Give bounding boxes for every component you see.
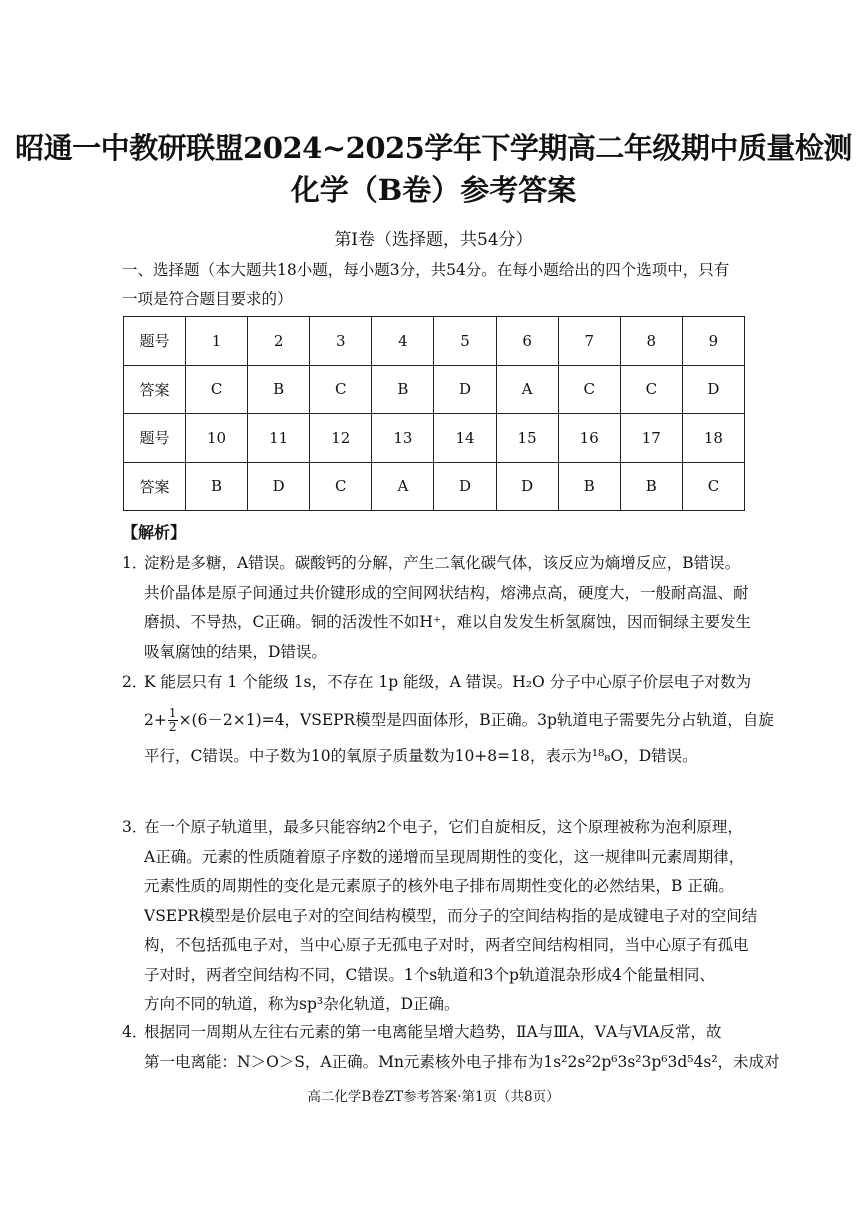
item-line: 磨损、不导热，C正确。铜的活泼性不如H⁺，难以自发发生析氢腐蚀，因而铜绿主要发生 — [144, 613, 752, 631]
table-cell: A — [372, 462, 434, 511]
item-number: 3． — [122, 818, 148, 836]
row-label-question: 题号 — [124, 414, 186, 463]
table-cell: D — [496, 462, 558, 511]
table-cell: 18 — [682, 414, 744, 463]
item-number: 2． — [122, 673, 148, 691]
table-cell: 16 — [558, 414, 620, 463]
table-cell: 3 — [310, 317, 372, 366]
item-line: 构，不包括孤电子对，当中心原子无孤电子对时，两者空间结构相同，当中心原子有孤电 — [144, 936, 749, 954]
document-title: 昭通一中教研联盟2024~2025学年下学期高二年级期中质量检测 — [15, 131, 852, 165]
table-row — [124, 414, 745, 463]
fraction-numerator: 1 — [168, 706, 177, 720]
fraction-denominator: 2 — [168, 720, 177, 734]
row-label-answer: 答案 — [124, 462, 186, 511]
table-cell: A — [496, 365, 558, 414]
table-cell: 1 — [186, 317, 248, 366]
section-title: 第Ⅰ卷（选择题，共54分） — [334, 230, 533, 250]
table-cell: 11 — [248, 414, 310, 463]
table-cell: D — [434, 462, 496, 511]
table-row — [124, 462, 745, 511]
table-cell: B — [372, 365, 434, 414]
table-row — [124, 365, 745, 414]
table-cell: B — [620, 462, 682, 511]
answer-table — [123, 316, 745, 511]
table-cell: C — [620, 365, 682, 414]
table-cell: 13 — [372, 414, 434, 463]
analysis-item-4 — [122, 1018, 780, 1077]
table-cell: 5 — [434, 317, 496, 366]
table-cell: C — [310, 365, 372, 414]
part-heading-line: 一、选择题（本大题共18小题，每小题3分，共54分。在每小题给出的四个选项中，只有 — [122, 261, 730, 279]
table-cell: 6 — [496, 317, 558, 366]
page-footer: 高二化学B卷ZT参考答案·第1页（共8页） — [307, 1089, 560, 1105]
item-line-with-fraction — [144, 698, 774, 742]
item-number: 4． — [122, 1023, 148, 1041]
table-cell: C — [186, 365, 248, 414]
row-label-question: 题号 — [124, 317, 186, 366]
table-cell: 14 — [434, 414, 496, 463]
table-cell: 7 — [558, 317, 620, 366]
table-cell: 2 — [248, 317, 310, 366]
formula-prefix: 2+ — [144, 710, 167, 729]
table-cell: C — [558, 365, 620, 414]
table-cell: 9 — [682, 317, 744, 366]
item-line: 淀粉是多糖，A错误。碳酸钙的分解，产生二氧化碳气体，该反应为熵增反应，B错误。 — [144, 554, 741, 572]
item-line: A正确。元素的性质随着原子序数的递增而呈现周期性的变化，这一规律叫元素周期律， — [144, 847, 745, 866]
table-cell: B — [248, 365, 310, 414]
part-heading-line: 一项是符合题目要求的） — [122, 290, 293, 308]
part-heading — [122, 256, 746, 314]
table-cell: 4 — [372, 317, 434, 366]
table-cell: 8 — [620, 317, 682, 366]
item-line: 元素性质的周期性的变化是元素原子的核外电子排布周期性变化的必然结果，B 正确。 — [144, 877, 734, 895]
item-number: 1． — [122, 554, 148, 572]
table-cell: B — [558, 462, 620, 511]
table-cell: D — [682, 365, 744, 414]
analysis-heading: 【解析】 — [122, 523, 187, 542]
item-line: 子对时，两者空间结构不同，C错误。1个s轨道和3个p轨道混杂形成4个能量相同、 — [144, 965, 715, 984]
table-cell: D — [248, 462, 310, 511]
formula-suffix: ×(6－2×1)=4，VSEPR模型是四面体形，B正确。3p轨道电子需要先分占轨道，自旋 — [178, 710, 774, 729]
table-cell: 15 — [496, 414, 558, 463]
row-label-answer: 答案 — [124, 365, 186, 414]
analysis-item-1 — [122, 549, 752, 667]
document-subtitle: 化学（B卷）参考答案 — [290, 173, 577, 207]
table-row — [124, 317, 745, 366]
analysis-item-2 — [122, 668, 774, 771]
table-cell: C — [682, 462, 744, 511]
table-cell: 17 — [620, 414, 682, 463]
table-cell: D — [434, 365, 496, 414]
item-line: 在一个原子轨道里，最多只能容纳2个电子，它们自旋相反，这个原理被称为泡利原理， — [144, 818, 743, 836]
item-line: 平行，C错误。中子数为10的氧原子质量数为10+8=18，表示为¹⁸₈O，D错误。 — [144, 746, 698, 765]
item-line: 共价晶体是原子间通过共价键形成的空间网状结构，熔沸点高，硬度大，一般耐高温、耐 — [144, 583, 749, 602]
item-line: 吸氧腐蚀的结果，D错误。 — [144, 642, 327, 661]
analysis-item-3 — [122, 813, 758, 1020]
item-line: 方向不同的轨道，称为sp³杂化轨道，D正确。 — [144, 995, 460, 1013]
item-line: K 能层只有 1 个能级 1s，不存在 1p 能级，A 错误。H₂O 分子中心原子价层电子对数为 — [144, 673, 752, 691]
table-cell: 12 — [310, 414, 372, 463]
table-cell: 10 — [186, 414, 248, 463]
item-line: 根据同一周期从左往右元素的第一电离能呈增大趋势，ⅡA与ⅢA，ⅤA与ⅥA反常，故 — [144, 1023, 722, 1041]
table-cell: C — [310, 462, 372, 511]
fraction — [168, 707, 178, 734]
item-line: 第一电离能：N＞O＞S，A正确。Mn元素核外电子排布为1s²2s²2p⁶3s²3p⁶3d⁵4s²，未成对 — [144, 1052, 780, 1071]
item-line: VSEPR模型是价层电子对的空间结构模型，而分子的空间结构指的是成键电子对的空间结 — [144, 906, 758, 925]
table-cell: B — [186, 462, 248, 511]
